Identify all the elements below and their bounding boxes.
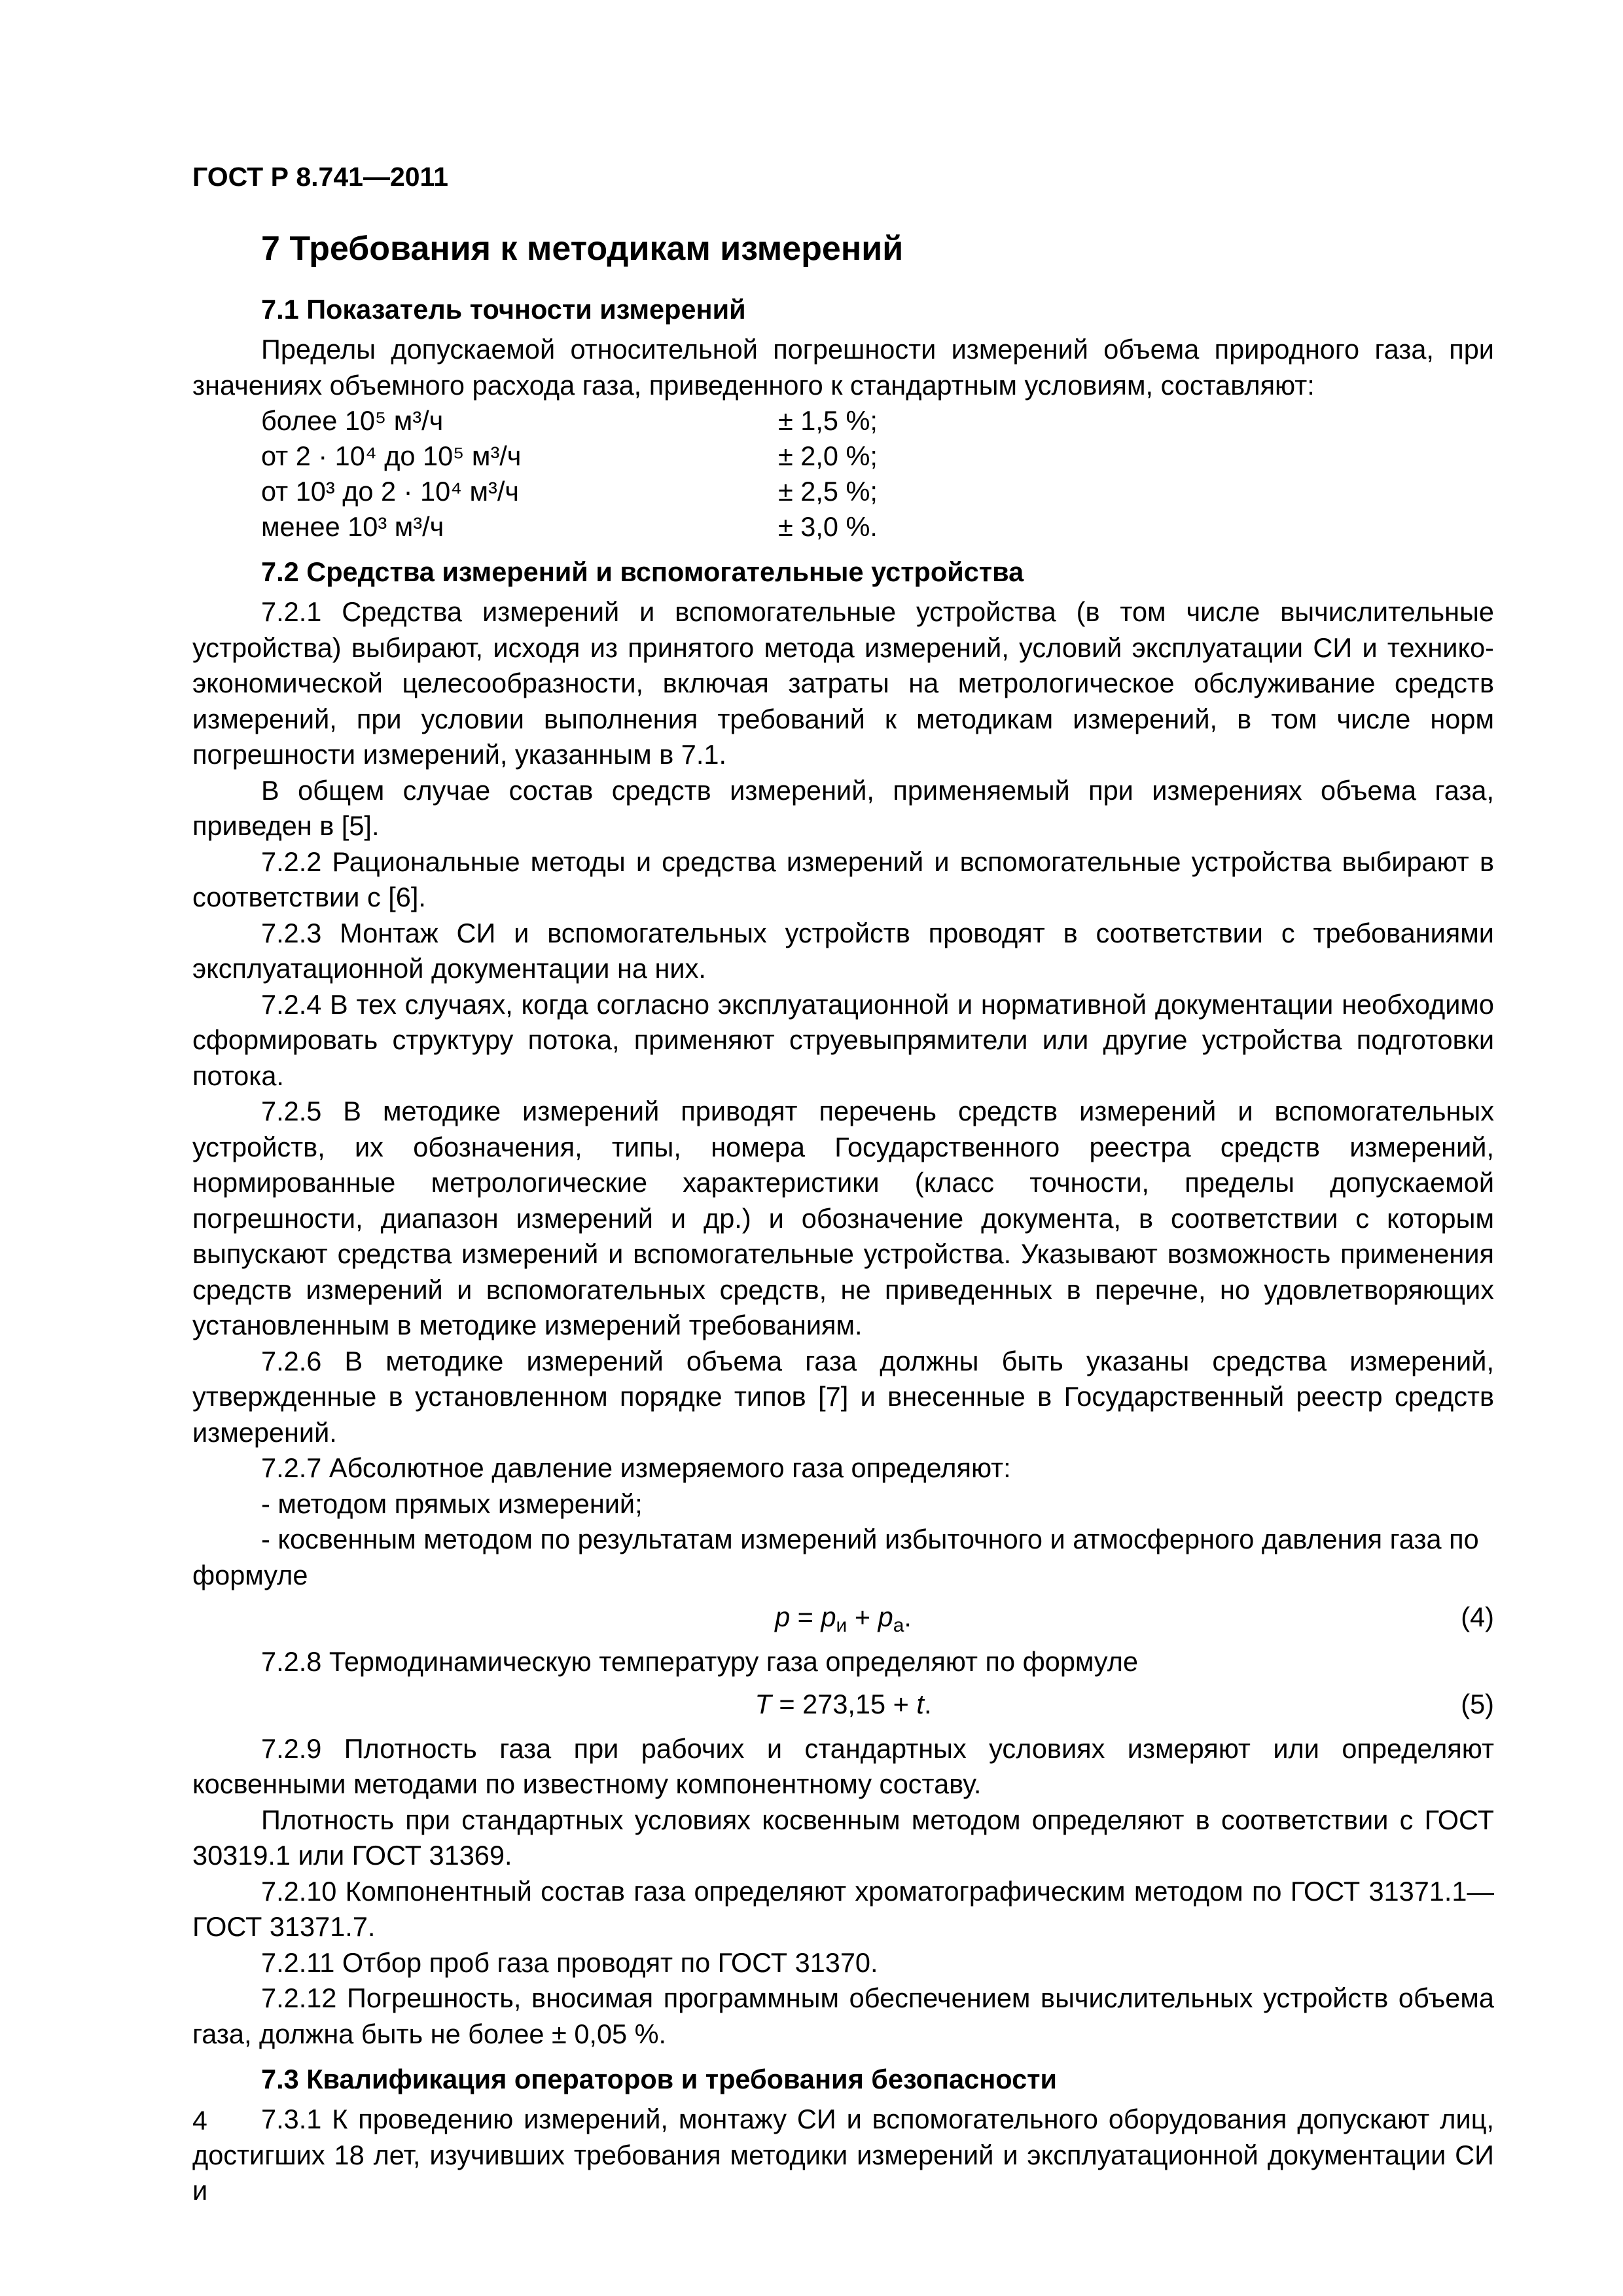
range-value: ± 1,5 %; [778,405,878,436]
formula-5-number: (5) [1461,1688,1494,1719]
formula-5 [192,1687,1494,1727]
formula-5-expression: T = 273,15 + t. [755,1688,932,1719]
paragraph-7-3-1: 7.3.1 К проведению измерений, монтажу СИ и вспомогательного оборудования допускают лиц, достигших 18 лет, изучивших требования методики измерений и эксплуатационной документации СИ и [192,2104,1494,2206]
range-row [261,474,1494,509]
range-label: менее 10³ м³/ч [261,511,444,542]
range-row [261,403,1494,439]
list-item-indirect-method-end: формуле [192,1559,308,1590]
paragraph-7-2-9: 7.2.9 Плотность газа при рабочих и стандартных условиях измеряют или определяют косвенными методами по известному компонентному составу. [192,1732,1494,1799]
document-code-header: ГОСТ Р 8.741—2011 [192,162,448,192]
page-content [192,226,1494,2209]
paragraph-7-2-12: 7.2.12 Погрешность, вносимая программным обеспечением вычислительных устройств объема газа, должна быть не более ± 0,05 %. [192,1982,1494,2049]
formula-4-expression: $p = p_и + p_а$. [775,1602,912,1636]
range-row [261,509,1494,545]
page-number: 4 [192,2106,207,2136]
paragraph-7-2-9-b: Плотность при стандартных условиях косвенным методом определяют в соответствии с ГОСТ 30319.1 или ГОСТ 31369. [192,1804,1494,1871]
paragraph-7-1-intro: Пределы допускаемой относительной погрешности измерений объема природного газа, при значениях объемного расхода газа, приведенного к стандартным условиям, составляют: [192,334,1494,401]
range-value: ± 2,0 %; [778,440,878,471]
paragraph-7-2-5: 7.2.5 В методике измерений приводят перечень средств измерений и вспомогательных устройств, их обозначения, типы, номера Государственного реестра средств измерений, нормированные метрологические характеристики (класс точности, пределы допускаемой погрешности, диапазон измерений и др.) и обозначение документа, в соответствии с которым выпускают средства измерений и вспомогательные устройства. Указывают возможность применения средств измерений и вспомогательных средств, не приведенных в перечне, но удовлетворяющих установленным в методике измерений требованиям. [192,1096,1494,1340]
range-value: ± 3,0 %. [778,511,878,542]
paragraph-7-2-4: 7.2.4 В тех случаях, когда согласно эксплуатационной и нормативной документации необходимо сформировать структуру потока, применяют струевыпрямители или другие устройства подготовки потока. [192,988,1494,1091]
formula-4 [192,1600,1494,1640]
subsection-7-3-title: 7.3 Квалификация операторов и требования безопасности [261,2064,1057,2094]
paragraph-7-2-1-b: В общем случае состав средств измерений, применяемый при измерениях объема газа, приведен в [5]. [192,774,1494,841]
range-value: ± 2,5 %; [778,476,878,507]
list-item-direct-method: - методом прямых измерений; [261,1488,643,1519]
subsection-7-2-title: 7.2 Средства измерений и вспомогательные устройства [261,556,1024,587]
paragraph-7-2-2: 7.2.2 Рациональные методы и средства измерений и вспомогательные устройства выбирают в соответствии с [6]. [192,846,1494,912]
formula-4-number: (4) [1461,1602,1494,1632]
range-row [261,439,1494,474]
paragraph-7-2-8: 7.2.8 Термодинамическую температуру газа определяют по формуле [261,1646,1139,1677]
range-label: от 2 · 10⁴ до 10⁵ м³/ч [261,440,522,471]
paragraph-7-2-10: 7.2.10 Компонентный состав газа определяют хроматографическим методом по ГОСТ 31371.1—ГОСТ 31371.7. [192,1875,1494,1942]
paragraph-7-2-11: 7.2.11 Отбор проб газа проводят по ГОСТ 31370. [261,1946,878,1978]
section-7-title: 7 Требования к методикам измерений [261,230,904,268]
list-item-indirect-method: - косвенным методом по результатам измерений избыточного и атмосферного давления газа по [261,1524,1479,1554]
accuracy-ranges-list [192,403,1494,545]
subsection-7-1-title: 7.1 Показатель точности измерений [261,294,746,325]
range-label: от 10³ до 2 · 10⁴ м³/ч [261,476,520,507]
paragraph-7-2-6: 7.2.6 В методике измерений объема газа должны быть указаны средства измерений, утвержденные в установленном порядке типов [7] и внесенные в Государственный реестр средств измерений. [192,1345,1494,1448]
paragraph-7-2-7: 7.2.7 Абсолютное давление измеряемого газа определяют: [261,1452,1011,1483]
paragraph-7-2-3: 7.2.3 Монтаж СИ и вспомогательных устройств проводят в соответствии с требованиями эксплуатационной документации на них. [192,917,1494,984]
range-label: более 10⁵ м³/ч [261,405,444,436]
paragraph-7-2-1: 7.2.1 Средства измерений и вспомогательные устройства (в том числе вычислительные устройства) выбирают, исходя из принятого метода измерений, условий эксплуатации СИ и технико-экономической целесообразности, включая затраты на метрологическое обслуживание средств измерений, при условии выполнения требований к методикам измерений, в том числе норм погрешности измерений, указанным в 7.1. [192,596,1494,770]
